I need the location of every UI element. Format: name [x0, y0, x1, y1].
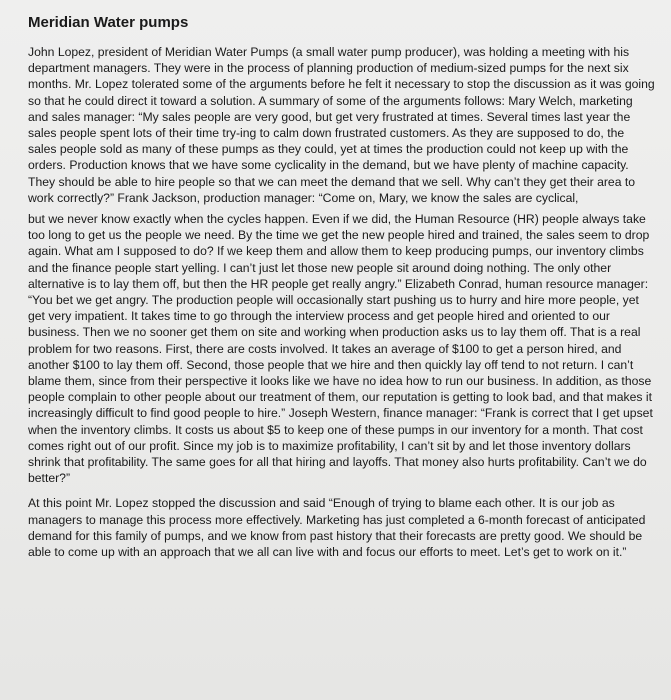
paragraph-case-intro: John Lopez, president of Meridian Water Pumps (a small water pump producer), was holding a meeting with his department managers. They were in the process of planning production of medium-sized pumps for the next six months. Mr. Lopez tolerated some of the arguments before he felt it necessary to stop the discussion as it was going so that he could direct it toward a solution. A summary of some of the arguments follows: Mary Welch, marketing and sales manager: “My sales people are very good, but get very frustrated at times. Several times last year the sales people spent lots of their time try-ing to calm down frustrated customers. As they are supposed to do, the sales people sold as many of these pumps as they could, yet at times the production could not keep up with the orders. Production knows that we have some cyclicality in the demand, but we have plenty of machine capacity. They should be able to hire people so that we can meet the demand that we sell. Why can’t they get their area to work correctly?” Frank Jackson, production manager: “Come on, Mary, we know the sales are cyclical, — [28, 45, 655, 205]
paragraph-lopez-conclusion: At this point Mr. Lopez stopped the discussion and said “Enough of trying to blame each other. It is our job as managers to manage this process more effectively. Marketing has just completed a 6-month forecast of anticipated demand for this family of pumps, and we know from past history that their forecasts are pretty good. We should be able to come up with an approach that we all can live with and focus our efforts to meet. Let’s get to work on it.” — [28, 496, 646, 560]
paragraph-manager-arguments: but we never know exactly when the cycles happen. Even if we did, the Human Resource (HR) people always take too long to get us the people we need. By the time we get the new people hired and trained, the sales seem to drop again. What am I supposed to do? If we keep them and allow them to keep producing pumps, our inventory climbs and the finance people start yelling. I can’t just let those new people sit around doing nothing. The only other alternative is to lay them off, but then the HR people get really angry.” Elizabeth Conrad, human resource manager: “You bet we get angry. The production people will occasionally start pushing us to hurry and hire more people, yet get very impatient. It takes time to go through the interview process and get people hired and oriented to our business. Then we no sooner get them on site and working when production asks us to lay them off. That is a real problem for two reasons. First, there are costs involved. It takes an average of $100 to get a person hired, and another $100 to lay them off. Second, those people that we hire and then quickly lay off tend to not return. I can’t blame them, since from their perspective it looks like we have no idea how to run our business. In addition, as those people complain to other people about our treatment of them, our reputation is getting to look bad, and that makes it increasingly difficult to find good people to hire.” Joseph Western, finance manager: “Frank is correct that I get upset when the inventory climbs. It costs us about $5 to keep one of these pumps in our inventory for a month. That cost comes right out of our profit. Since my job is to maximize profitability, I can’t sit by and let those inventory dollars shrink that profitability. The same goes for all that hiring and layoffs. That money also hurts profitability. Can’t we do better?” — [28, 212, 653, 486]
document-title: Meridian Water pumps — [28, 14, 189, 31]
